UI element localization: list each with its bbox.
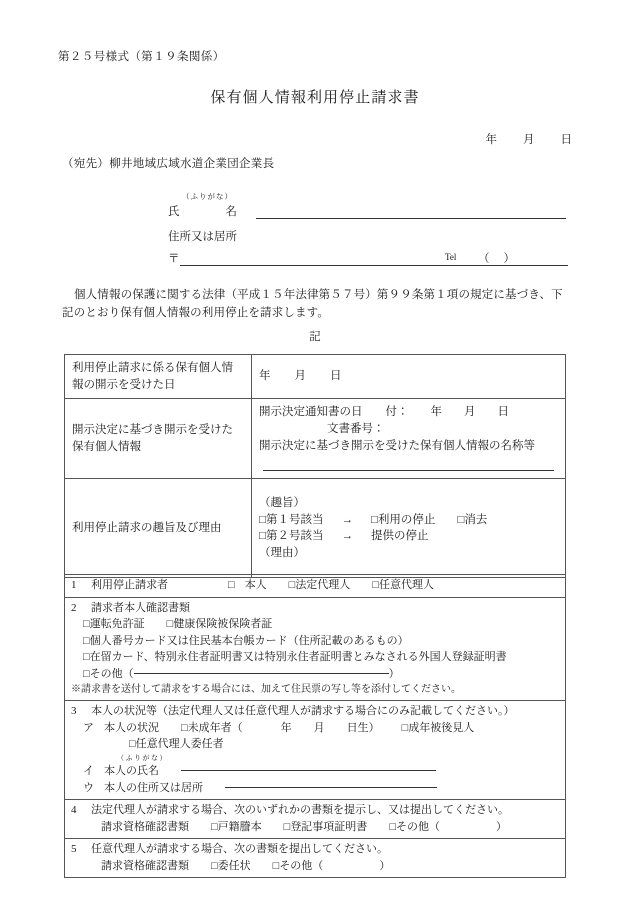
issue-date-line [486, 131, 573, 147]
family-register-label: 戸籍謄本 [217, 820, 262, 833]
purpose-heading: （趣旨） [259, 497, 305, 510]
disclosed-info-name-label: 開示決定に基づき開示を受けた保有個人情報の名称等 [259, 439, 535, 452]
table-row [65, 839, 566, 878]
checkbox-item1[interactable]: □ [259, 513, 266, 526]
table-row [65, 701, 566, 800]
item-4-number: 4 [71, 804, 77, 816]
item-2-option-row-4 [71, 666, 559, 683]
applicant-name-label: 氏 名 [168, 206, 237, 218]
item-5-line [71, 841, 559, 858]
item-3-line [71, 703, 559, 720]
purpose-reason-cell[interactable] [252, 479, 566, 578]
checkbox-power-of-attorney[interactable]: □ [211, 859, 218, 872]
addressee: （宛先）柳井地域広域水道企業団企業長 [62, 158, 275, 170]
item-5-number: 5 [71, 843, 77, 855]
notice-day-label: 日 [497, 406, 509, 419]
voluntary-representative-label: 任意代理人 [378, 579, 434, 591]
item5-other-label: その他（ [279, 859, 324, 872]
furigana-label: （ふりがな） [182, 192, 233, 201]
item5-other-close-paren: ） [379, 859, 391, 872]
item-3-title: 本人の状況等（法定代理人又は任意代理人が請求する場合にのみ記載してください。） [91, 705, 515, 717]
table-row [65, 355, 566, 399]
checkbox-registry-certificate[interactable]: □ [283, 820, 291, 833]
checkbox-item2[interactable]: □ [259, 530, 266, 543]
suspend-use-label: 利用の停止 [377, 513, 436, 526]
arrow-icon: → [341, 513, 353, 526]
other-document-label: その他（ [89, 667, 134, 680]
item-2-option-row-2 [71, 633, 559, 650]
disclosure-day-label: 日 [330, 370, 342, 383]
principal-name-input[interactable] [181, 770, 436, 771]
ki-marker: 記 [309, 331, 321, 343]
option2-label: 第２号該当 [265, 530, 324, 543]
item-3-row-a [71, 720, 559, 737]
item-3-number: 3 [71, 705, 77, 717]
checkbox-item4-other[interactable]: □ [389, 820, 396, 833]
identity-documents-table [64, 574, 566, 878]
voluntary-delegator-label: 任意代理人委任者 [135, 738, 224, 750]
drivers-license-label: 運転免許証 [89, 618, 145, 630]
item-3-cell[interactable] [65, 701, 566, 800]
item-2-cell[interactable] [65, 597, 566, 701]
telephone-input[interactable] [478, 250, 529, 266]
table-row [65, 575, 566, 598]
body-paragraph: 個人情報の保護に関する法律（平成１５年法律第５７号）第９９条第１項の規定に基づき、下記のとおり保有個人情報の利用停止を請求します。 [62, 289, 563, 319]
tel-open-paren: （ [478, 253, 504, 265]
row-label-disclosed-info: 開示決定に基づき開示を受けた保有個人情報 [65, 399, 252, 479]
applicant-address-row [168, 250, 570, 268]
item-4-line [71, 802, 559, 819]
item-5-options-row [71, 858, 559, 875]
minor-birth-month: 月 [313, 721, 325, 734]
item-1-number: 1 [71, 579, 77, 591]
disclosure-info-table [64, 354, 566, 578]
row-a-label: 本人の状況 [104, 721, 159, 734]
row-b-marker: イ [83, 765, 94, 777]
row-c-marker: ウ [83, 781, 94, 794]
item-2-option-row-3 [71, 649, 559, 666]
registry-certificate-label: 登記事項証明書 [290, 820, 368, 833]
item-4-title: 法定代理人が請求する場合、次のいずれかの書類を提示し、又は提出してください。 [91, 804, 509, 816]
applicant-address-label: 住所又は居所 [168, 231, 237, 243]
erase-label: 消去 [464, 513, 488, 526]
purpose-option-2-row [259, 528, 558, 545]
item-1-line [71, 577, 559, 594]
checkbox-voluntary-representative[interactable]: □ [372, 579, 379, 591]
date-year-label: 年 [485, 134, 497, 146]
other-document-close-paren: ） [388, 667, 400, 680]
checkbox-legal-representative[interactable]: □ [288, 579, 296, 591]
disclosed-info-cell[interactable] [252, 399, 566, 479]
page-title: 保有個人情報利用停止請求書 [210, 90, 420, 106]
item-5-title: 任意代理人が請求する場合、次の書類を提出してください。 [91, 843, 388, 855]
row-a-marker: ア [83, 721, 94, 734]
adult-ward-label: 成年被後見人 [408, 721, 475, 734]
item-2-number: 2 [71, 601, 77, 614]
item-3-row-a-sub [71, 736, 559, 753]
applicant-name-row [168, 203, 568, 221]
item-2-line [71, 600, 559, 617]
disclosure-month-label: 月 [294, 370, 306, 383]
item4-other-label: その他（ [395, 820, 440, 833]
disclosed-info-name-input[interactable] [263, 470, 554, 471]
checkbox-voluntary-delegator[interactable]: □ [129, 738, 136, 750]
notice-date-label: 開示決定通知書の日 付： [259, 406, 409, 419]
postal-code-icon: 〒 [168, 253, 180, 265]
item-2-title: 請求者本人確認書類 [91, 601, 190, 614]
checkbox-suspend-use[interactable]: □ [370, 513, 378, 526]
table-row [65, 399, 566, 479]
table-row [65, 479, 566, 578]
disclosure-year-label: 年 [259, 370, 271, 383]
other-document-input[interactable] [134, 673, 389, 674]
checkbox-family-register[interactable]: □ [211, 820, 218, 833]
item4-other-close-paren: ） [495, 820, 507, 833]
row-c-label: 本人の住所又は居所 [104, 781, 203, 794]
notice-year-label: 年 [430, 406, 442, 419]
form-number: 第２５号様式（第１９条関係） [58, 51, 225, 63]
disclosure-date-input[interactable] [252, 355, 566, 399]
health-insurance-label: 健康保険被保険者証 [173, 618, 273, 630]
principal-address-input[interactable] [225, 787, 437, 788]
checkbox-health-insurance[interactable]: □ [166, 618, 174, 630]
item-5-doc-label: 請求資格確認書類 [101, 859, 189, 872]
item-2-option-row-1 [71, 616, 559, 633]
checkbox-residence-card[interactable]: □ [83, 651, 90, 663]
checkbox-other-document[interactable]: □ [83, 667, 90, 680]
date-day-label: 日 [560, 134, 572, 146]
power-of-attorney-label: 委任状 [217, 859, 251, 872]
item-1-title: 利用停止請求者 [91, 579, 168, 591]
residence-card-label: 在留カード、特別永住者証明書又は特別永住者証明書とみなされる外国人登録証明書 [89, 651, 507, 663]
row-b-label: 本人の氏名 [104, 765, 159, 777]
item-3-row-b [71, 763, 559, 780]
item-5-cell[interactable] [65, 839, 566, 878]
checkbox-mynumber-card[interactable]: □ [83, 634, 90, 647]
item-3-furigana-label: （ふりがな） [117, 753, 168, 762]
tel-close-paren: ） [503, 253, 529, 265]
purpose-option-1-row [259, 512, 558, 529]
checkbox-item5-other[interactable]: □ [272, 859, 280, 872]
applicant-name-input[interactable] [256, 218, 566, 219]
minor-birth-day: 日生） [346, 721, 380, 734]
reason-heading: （理由） [259, 547, 305, 560]
checkbox-drivers-license[interactable]: □ [83, 618, 90, 630]
option1-label: 第１号該当 [265, 513, 324, 526]
checkbox-erase[interactable]: □ [457, 513, 465, 526]
minor-label: 未成年者（ [187, 721, 243, 734]
legal-representative-label: 法定代理人 [295, 579, 351, 591]
suspend-provision-label: 提供の停止 [370, 530, 429, 543]
item-2-note: ※請求書を送付して請求をする場合には、加えて住民票の写し等を添付してください。 [71, 684, 461, 695]
item-4-cell[interactable] [65, 800, 566, 839]
telephone-label: Tel [445, 252, 457, 262]
notice-date-line [259, 404, 558, 421]
mynumber-card-label: 個人番号カード又は住民基本台帳カード（住所記載のあるもの） [89, 634, 409, 647]
table-row [65, 800, 566, 839]
checkbox-adult-ward[interactable]: □ [401, 721, 409, 734]
notice-month-label: 月 [464, 406, 476, 419]
row-label-purpose-reason: 利用停止請求の趣旨及び理由 [65, 479, 252, 578]
arrow-icon-2: → [341, 530, 353, 543]
item-4-doc-label: 請求資格確認書類 [101, 820, 189, 833]
minor-birth-year: 年 [280, 721, 292, 734]
document-number-label: 文書番号： [327, 423, 385, 436]
date-month-label: 月 [523, 134, 535, 146]
item-1-cell[interactable] [65, 575, 566, 598]
checkbox-minor[interactable]: □ [181, 721, 188, 734]
self-label: 本人 [244, 579, 267, 591]
checkbox-self[interactable]: □ [228, 579, 235, 591]
item-3-row-c [71, 780, 559, 797]
table-row [65, 597, 566, 701]
row-label-disclosure-date: 利用停止請求に係る保有個人情報の開示を受けた日 [65, 355, 252, 399]
item-4-options-row [71, 819, 559, 836]
